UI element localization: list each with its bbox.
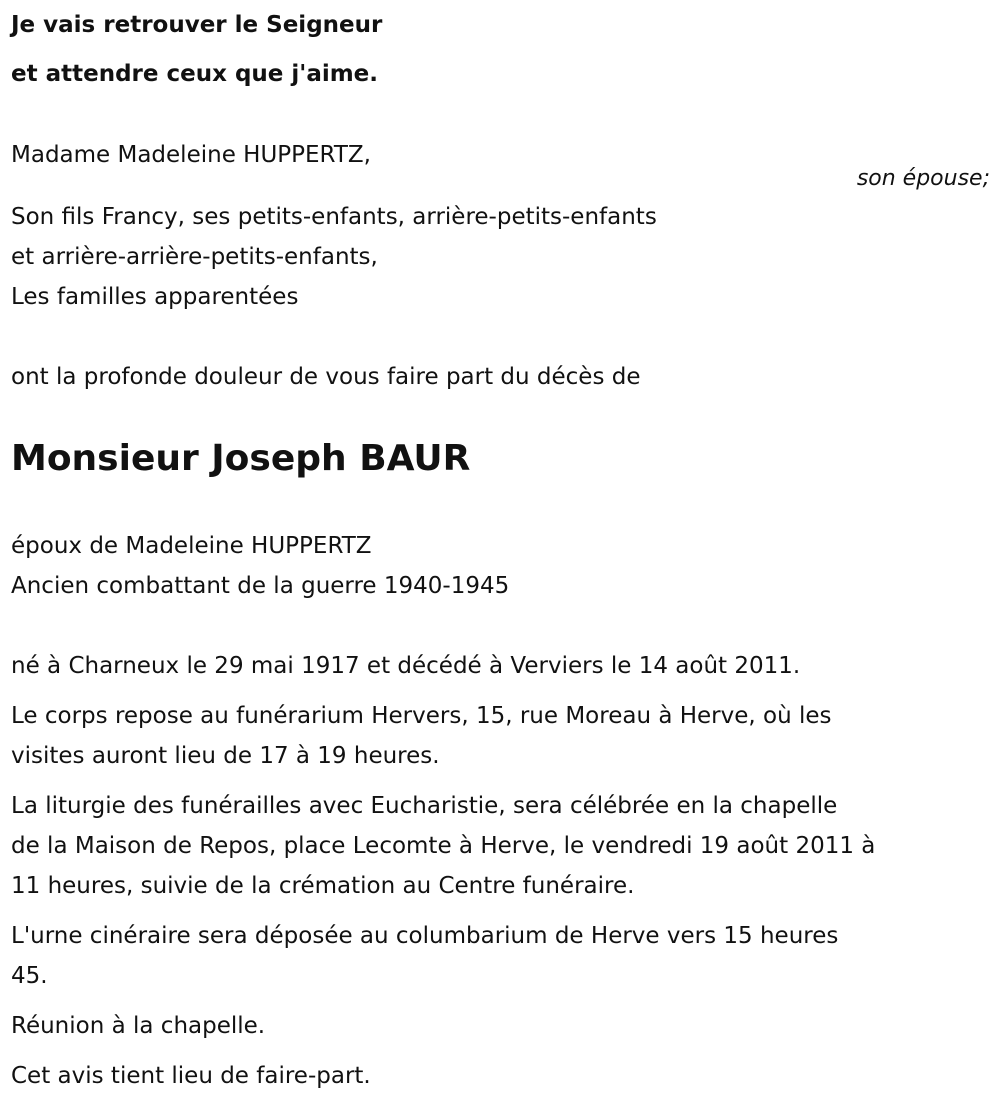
- children-line-2: et arrière-arrière-petits-enfants,: [11, 244, 378, 270]
- spouse-name: Madame Madeleine HUPPERTZ,: [11, 142, 371, 168]
- deceased-detail-1: époux de Madeleine HUPPERTZ: [11, 533, 372, 559]
- notice-line: Cet avis tient lieu de faire-part.: [11, 1063, 371, 1089]
- announcement-line: ont la profonde douleur de vous faire part du décès de: [11, 364, 641, 390]
- rest-line-1: Le corps repose au funérarium Hervers, 15, rue Moreau à Herve, où les: [11, 703, 832, 729]
- verse-line-1: Je vais retrouver le Seigneur: [11, 12, 383, 38]
- deceased-detail-2: Ancien combattant de la guerre 1940-1945: [11, 573, 510, 599]
- deceased-name: Monsieur Joseph BAUR: [11, 438, 471, 479]
- liturgy-line-2: de la Maison de Repos, place Lecomte à Herve, le vendredi 19 août 2011 à: [11, 833, 876, 859]
- urn-line-2: 45.: [11, 963, 48, 989]
- relatives-line: Les familles apparentées: [11, 284, 299, 310]
- liturgy-line-1: La liturgie des funérailles avec Eucharistie, sera célébrée en la chapelle: [11, 793, 838, 819]
- birth-death-line: né à Charneux le 29 mai 1917 et décédé à Verviers le 14 août 2011.: [11, 653, 801, 679]
- urn-line-1: L'urne cinéraire sera déposée au columbarium de Herve vers 15 heures: [11, 923, 839, 949]
- spouse-role: son épouse;: [856, 166, 990, 191]
- children-line-1: Son fils Francy, ses petits-enfants, arrière-petits-enfants: [11, 204, 657, 230]
- rest-line-2: visites auront lieu de 17 à 19 heures.: [11, 743, 440, 769]
- liturgy-line-3: 11 heures, suivie de la crémation au Centre funéraire.: [11, 873, 635, 899]
- verse-line-2: et attendre ceux que j'aime.: [11, 61, 379, 87]
- reunion-line: Réunion à la chapelle.: [11, 1013, 266, 1039]
